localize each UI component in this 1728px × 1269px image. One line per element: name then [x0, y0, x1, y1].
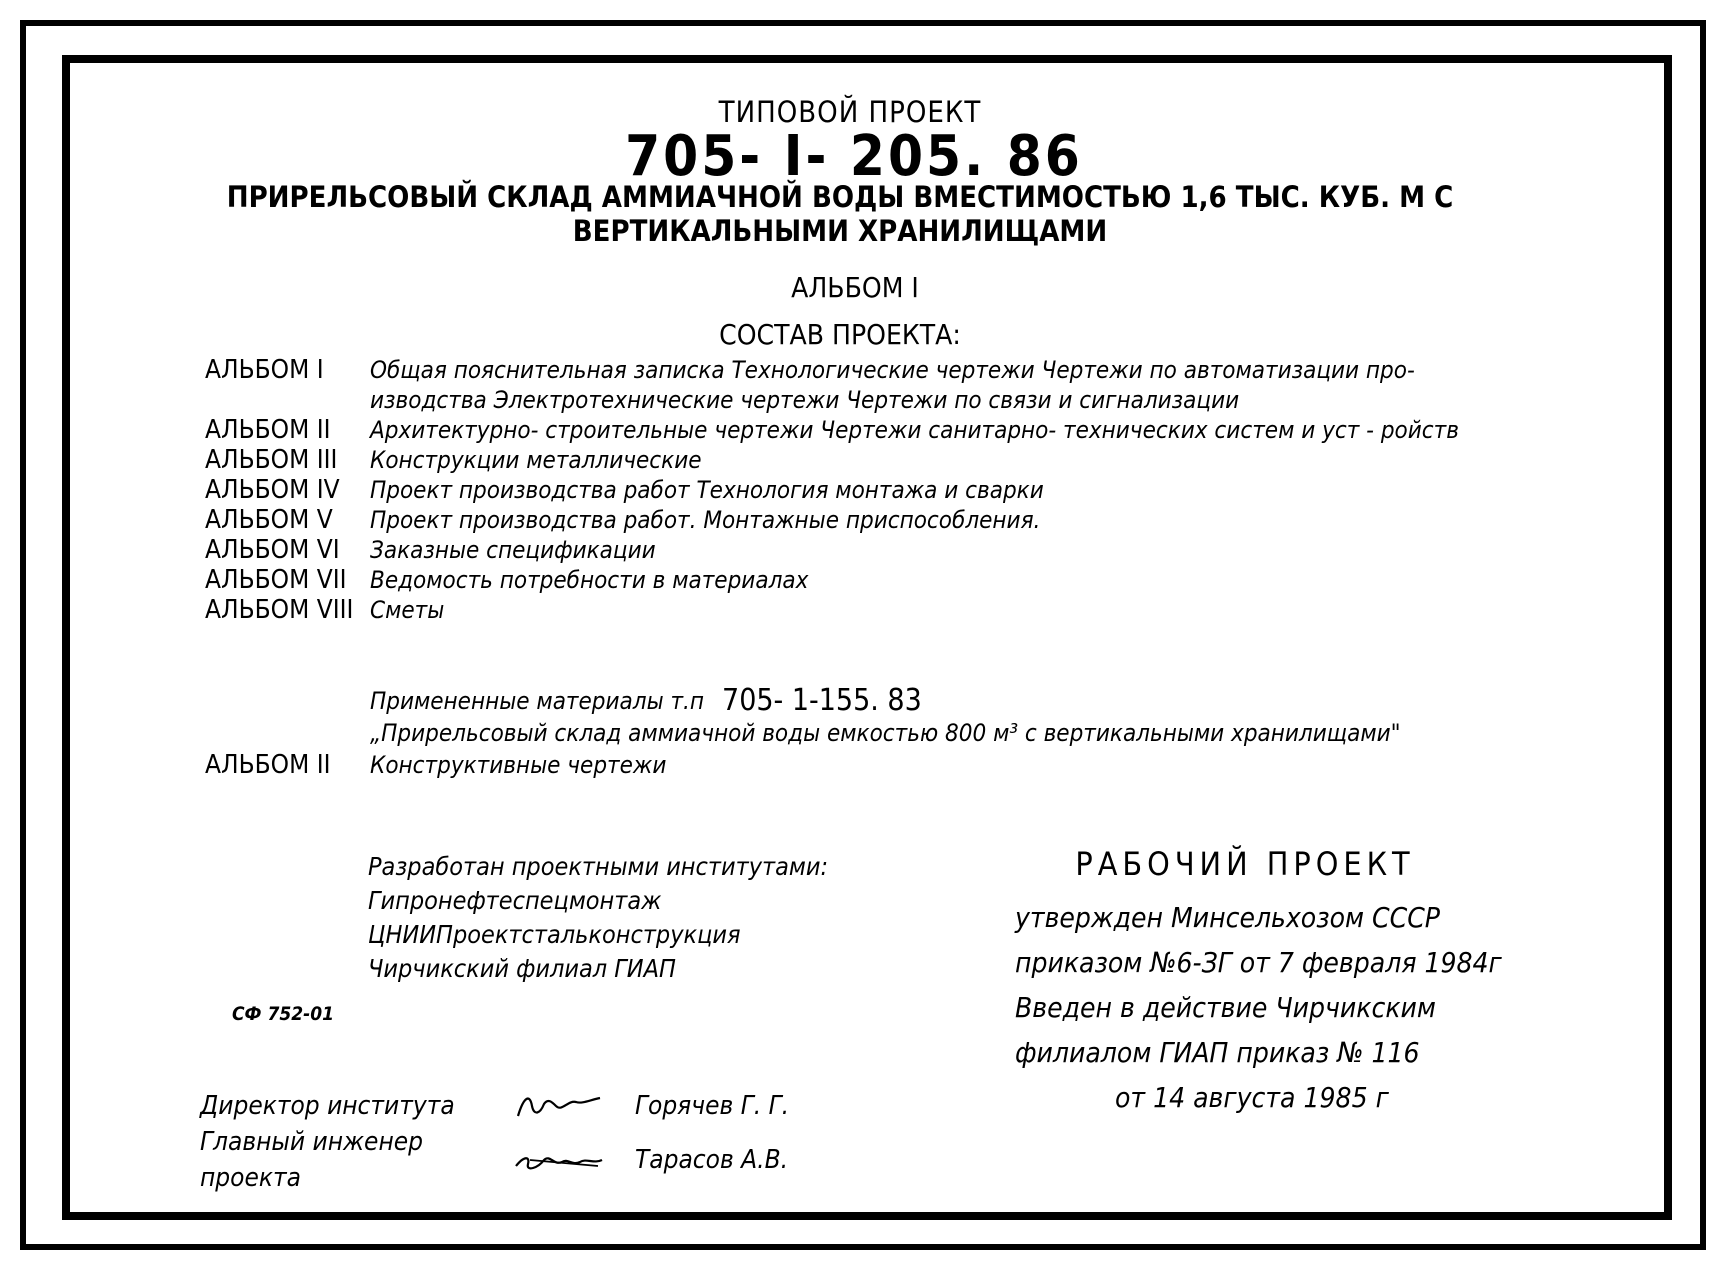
album-row: [205, 475, 1485, 505]
signature-row: [200, 1124, 789, 1196]
album-label: АЛЬБОМ IV: [205, 475, 340, 505]
album-description: Общая пояснительная записка Технологические чертежи Чертежи по автоматизации про- изводства Электротехнические чертежи Чертежи по связи и сигнализации: [370, 356, 1415, 414]
approval-line: утвержден Минсельхозом СССР: [1015, 901, 1440, 934]
work-project-title: РАБОЧИЙ ПРОЕКТ: [1075, 845, 1415, 883]
album-label: АЛЬБОМ II: [205, 750, 331, 780]
signature-role: Главный инженер проекта: [200, 1127, 424, 1193]
album-label: АЛЬБОМ III: [205, 445, 338, 475]
album-description: Конструктивные чертежи: [370, 751, 667, 779]
doc-type: ТИПОВОЙ ПРОЕКТ: [718, 95, 982, 129]
contents-heading: СОСТАВ ПРОЕКТА:: [719, 318, 961, 351]
signature-mark: [510, 1144, 625, 1176]
album-row: [205, 535, 1485, 565]
applied-materials-ref-row: [205, 685, 1485, 717]
developer-item: ЦНИИПроектстальконструкция: [368, 920, 741, 949]
developers-heading: Разработан проектными институтами:: [368, 852, 829, 881]
album-row: [205, 595, 1485, 625]
signatures-block: [200, 1088, 789, 1196]
album-description: Конструкции металлические: [370, 446, 702, 474]
album-row: [205, 415, 1485, 445]
approval-line: от 14 августа 1985 г: [1115, 1081, 1389, 1114]
applied-materials-prefix: Примененные материалы т.п: [370, 687, 705, 715]
album-description: Заказные спецификации: [370, 536, 656, 564]
signature-role: Директор института: [200, 1091, 455, 1121]
album-label: АЛЬБОМ VIII: [205, 595, 354, 625]
applied-materials: [205, 685, 1485, 781]
album-row: [205, 355, 1485, 415]
album-description: Проект производства работ Технология монтажа и сварки: [370, 476, 1044, 504]
applied-materials-name-row: [205, 717, 1485, 749]
album-heading: АЛЬБОМ I: [791, 271, 919, 304]
album-list: [205, 355, 1485, 625]
developer-item: Гипронефтеспецмонтаж: [368, 886, 662, 915]
doc-title: ПРИРЕЛЬСОВЫЙ СКЛАД АММИАЧНОЙ ВОДЫ ВМЕСТИМОСТЬЮ 1,6 ТЫС. КУБ. М С ВЕРТИКАЛЬНЫМИ ХРАНИЛИЩАМИ: [226, 180, 1454, 248]
approval-line: Введен в действие Чирчикским: [1015, 991, 1436, 1024]
work-project-block: [1015, 845, 1575, 1120]
album-row: [205, 565, 1485, 595]
album-label: АЛЬБОМ V: [205, 505, 333, 535]
album-label: АЛЬБОМ VII: [205, 565, 347, 595]
doc-number: 705- I- 205. 86: [625, 124, 1083, 189]
album-description: Ведомость потребности в материалах: [370, 566, 809, 594]
album-label: АЛЬБОМ II: [205, 415, 331, 445]
applied-materials-ref: 705- 1-155. 83: [722, 683, 922, 718]
album-label: АЛЬБОМ VI: [205, 535, 340, 565]
album-description: Проект производства работ. Монтажные приспособления.: [370, 506, 1041, 534]
approval-line: филиалом ГИАП приказ № 116: [1015, 1036, 1420, 1069]
developer-item: Чирчикский филиал ГИАП: [368, 954, 676, 983]
developers-block: [368, 850, 828, 986]
album-description: Сметы: [370, 596, 445, 624]
album-row: [205, 445, 1485, 475]
album-description: Архитектурно- строительные чертежи Чертежи санитарно- технических систем и уст - ройств: [370, 416, 1459, 444]
album-row: [205, 505, 1485, 535]
signature-mark: [510, 1090, 625, 1122]
applied-materials-album-row: [205, 749, 1485, 781]
signature-name: Тарасов А.В.: [635, 1145, 789, 1175]
signature-name: Горячев Г. Г.: [635, 1091, 790, 1121]
code-stamp: СФ 752-01: [232, 1003, 335, 1025]
applied-materials-name: „Прирельсовый склад аммиачной воды емкостью 800 м³ с вертикальными хранилищами": [370, 719, 1401, 747]
approval-line: приказом №6-ЗГ от 7 февраля 1984г: [1015, 946, 1502, 979]
signature-row: [200, 1088, 789, 1124]
album-label: АЛЬБОМ I: [205, 355, 324, 385]
